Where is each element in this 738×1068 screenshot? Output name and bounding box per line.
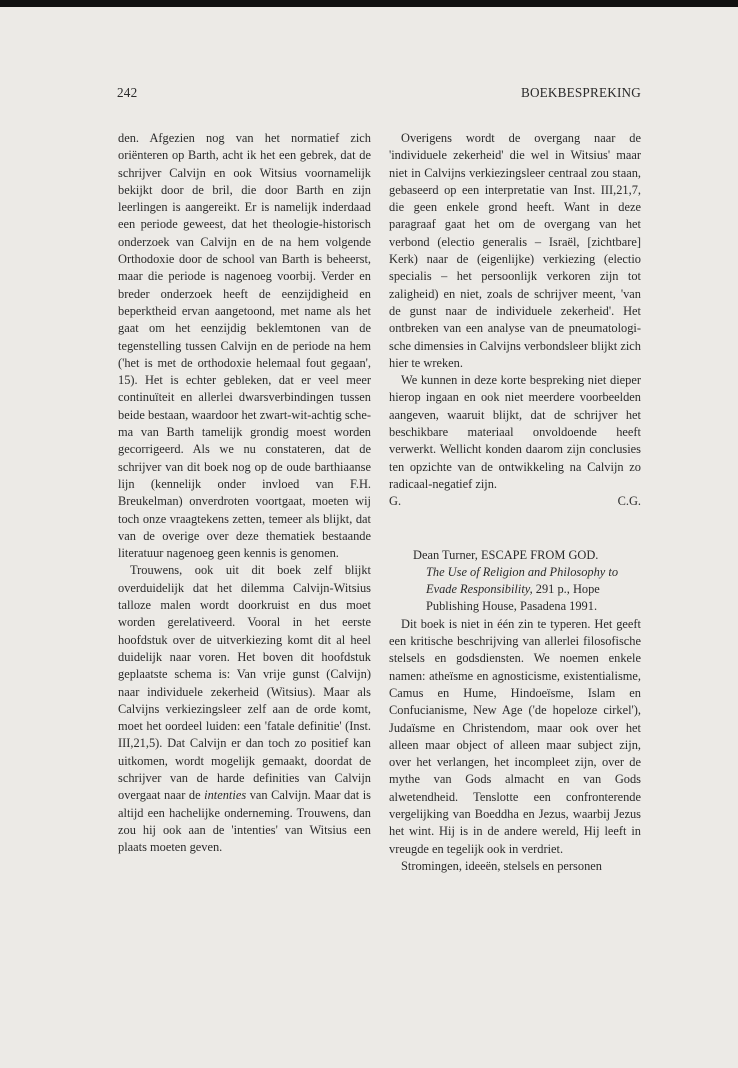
paragraph: Trouwens, ook uit dit boek zelf blijkt overduidelijk dat het dilemma Calvijn-Witsius talloze malen wordt doorkruist en dus moet worden gerelativeerd. Vooral in het eerste hoofdstuk over de uitverkiezing komt dit al heel duidelijk naar voren. Het boven dit hoofdstuk geplaatste schema is: Van vrije gunst (Calvijn) naar individuele zekerheid (Witsius). Maar als Calvijns verkiezingsleer zelf aan de orde komt, moet het oordeel luiden: een 'fatale definitie' (Inst. III,21,5). Dat Calvijn er dan toch zo positief kan uitkomen, wordt mogelijk gemaakt, doordat de schrijver van de harde definities van Calvijn overgaat naar de intenties van Calvijn. Maar dat is altijd een hachelijke onderneming. Trouwens, dan zou hij ook aan de 'intenties' van Witsius een plaats moeten geven.: [118, 563, 371, 855]
right-column: [389, 130, 641, 875]
signature-author: C.G.: [617, 494, 641, 509]
signature-initial: G.: [389, 494, 402, 509]
top-border: [0, 0, 738, 7]
book-pages: 291 p., Hope: [532, 582, 600, 597]
book-author-title: Dean Turner, ESCAPE FROM GOD.: [413, 547, 599, 562]
emphasis: intenties: [204, 788, 247, 803]
book-subtitle: The Use of Religion and Philosophy to Evade Responsibility,: [426, 564, 619, 597]
page-number: 242: [117, 85, 138, 100]
paragraph: Dit boek is niet in één zin te typeren. Het geeft een kritische beschrijving van allerlei filosofische stelsels en godsdiensten. We noemen enkele namen: atheïsme en agnosticisme, existentialisme, Camus en Hume, Hindoeïsme, Islam en Confucianisme, New Age ('de hopeloze cirkel'), Judaïsme en Christendom, maar ook over het alleen maar object of alleen maar subject zijn, over het verlangen, het incompleet zijn, over de mythe van Gods almacht en van Gods alwetendheid. Tenslotte een confronterende vergelijking van Boeddha en Jezus, waarbij Jezus het wint. Hij is in de andere wereld, Hij leeft in vreugde en tegelijk ook in verdriet.: [389, 616, 641, 856]
paragraph: Overigens wordt de overgang naar de 'individuele zekerheid' die wel in Witsius' maar niet in Calvijns verkiezingsleer centraal zou staan, gebaseerd op een interpretatie van Inst. III,21,7, die geen enkele grond heeft. Want in deze paragraaf gaat het om de overgang van het verbond (electio generalis – Israël, [zichtbare] Kerk) naar de (eigenlijke) verkiezing (electio specialis – het persoonlijk verkoren zijn tot zaligheid) en niet, zoals de schrijver meent, 'van de gunst naar de individuele zekerheid'. Het ontbreken van een analyse van de pneumatologische dimensies in Calvijns verbondsleer blijkt zich hier te wreken.: [389, 131, 641, 370]
book-publisher: Publishing House, Pasadena 1991.: [426, 599, 598, 614]
paragraph: Stromingen, ideeën, stelsels en personen: [401, 858, 602, 873]
left-column: [118, 130, 371, 856]
review-signature: [389, 493, 641, 510]
running-title: BOEKBESPREKING: [520, 85, 641, 100]
book-subtitle-line: [413, 564, 639, 599]
paragraph: We kunnen in deze korte bespreking niet dieper hierop ingaan en ook niet meerdere voorbeelden aangeven, waaruit blijkt, dat de schrijver het beschikbare materiaal onvoldoende heeft verwerkt. Wellicht konden daarom zijn conclusies ten opzichte van de ontwikkeling na Calvijn zo radicaal-negatief zijn.: [389, 373, 641, 491]
paragraph: den. Afgezien nog van het normatief zich oriënteren op Barth, acht ik het een gebrek, dat de schrijver Calvijn en ook Witsius voornamelijk bekijkt door de bril, die door Barth en zijn leerlingen is aangereikt. Er is namelijk inderdaad een periode geweest, dat het theologie-historisch onderzoek van Calvijn en de na hem volgende Orthodoxie door de school van Barth is beheerst, maar die periode is nagenoeg voorbij. Verder en breder onderzoek heeft de eenzijdigheid en beperktheid ervan aangetoond, met name als het gaat om het eenzijdig beklemtonen van de tegenstelling tussen Calvijn en de periode na hem ('het is met de orthodoxie helemaal fout gegaan', 15). Het is echter gebleken, dat er veel meer continuïteit en allerlei dwarsverbindingen tussen beide bestaan, waardoor het zwart-wit-achtig schema van Barth tamelijk grondig moest worden gecorrigeerd. Als we nu constateren, dat de schrijver van dit boek nog op de oude barthiaanse lijn (kennelijk onder invloed van F.H. Breukelman) onverdroten voortgaat, moeten wij toch onze vraagtekens zetten, temeer als blijkt, dat van de overige over deze thematiek bestaande literatuur nagenoeg geen kennis is genomen.: [118, 131, 371, 561]
review-heading: [389, 547, 641, 616]
book-page: [0, 7, 738, 1068]
